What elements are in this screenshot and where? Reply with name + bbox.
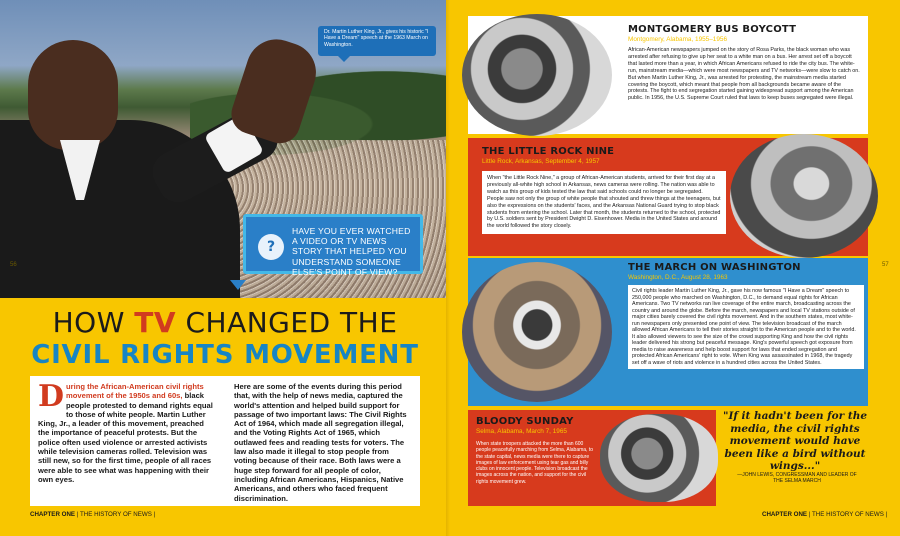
little-rock-photo [730,134,878,258]
little-rock-text-block [482,146,726,234]
event-title: THE LITTLE ROCK NINE [482,146,615,157]
intro-column-2: Here are some of the events during this period that, with the help of news media, captured the world's attention and helped build support for passage of two important laws: The Civil Rights Act of 1964, which made all segregation illegal, and the Voting Rights Act of 1965, which outlawed fees and reading tests for voters. The law also made it illegal to stop people from voting because of their race. Both laws were a huge step forward for all people of color, including African Americans, Hispanics, Native Americans, and others who faced frequent discrimination. [234,382,407,503]
event-subtitle: Little Rock, Arkansas, September 4, 1957 [482,158,600,165]
intro-column-1 [38,379,216,484]
headline-tv: TV [134,306,177,339]
event-little-rock [468,138,868,256]
footer-section: THE HISTORY OF NEWS [79,511,152,518]
pull-quote-attribution: —JOHN LEWIS, CONGRESSMAN AND LEADER OF THE SELMA MARCH [737,472,857,484]
footer-left: CHAPTER ONE | THE HISTORY OF NEWS | [30,511,156,518]
event-bloody-sunday [468,410,716,506]
right-page [450,0,900,536]
event-subtitle: Washington, D.C., August 28, 1963 [628,274,728,281]
pull-quote: "If it hadn't been for the media, the civil rights movement would have been like a bird without wings..." [722,410,868,472]
montgomery-photo [462,14,612,136]
bloody-sunday-photo [600,414,718,502]
page-number-left: 56 [10,262,17,268]
photo-caption: Dr. Martin Luther King, Jr., gives his historic "I Have a Dream" speech at the 1963 March on Washington. [318,26,436,56]
intro-lead: uring the African-American civil rights movement of the 1950s and 60s, [66,382,204,401]
event-march-on-washington [468,258,868,406]
question-callout [243,214,423,277]
footer-right: CHAPTER ONE | THE HISTORY OF NEWS | [762,511,888,518]
event-subtitle: Selma, Alabama, March 7, 1965 [476,428,567,435]
question-callout-pointer [230,280,246,290]
event-title: MONTGOMERY BUS BOYCOTT [628,24,797,35]
march-text-block [628,262,864,369]
headline-pre: HOW [52,306,135,339]
drop-cap: D [38,379,65,414]
bloody-sunday-text-block [476,416,596,485]
footer-chapter: CHAPTER ONE [30,511,76,518]
march-photo [462,262,612,402]
intro-text-box [30,376,420,506]
headline-line1 [0,306,450,339]
event-title: THE MARCH ON WASHINGTON [628,262,801,273]
footer-section: THE HISTORY OF NEWS [811,511,884,518]
headline-post: CHANGED THE [176,306,398,339]
intro-body: black people protested to demand rights equal to those of white people. Martin Luther King, Jr., a leader of this movement, preached the importance of peaceful protests. But the police often used violence or arrested activists while television cameras rolled. Television was still new, so for the first time, people of all races were able to see what was happening with their own eyes. [38,391,213,484]
page-number-right: 57 [882,262,889,268]
headline-line2: CIVIL RIGHTS MOVEMENT [31,340,419,370]
photo-figure-head [28,40,118,150]
event-text: Civil rights leader Martin Luther King, Jr., gave his now famous "I Have a Dream" speech to 250,000 people who marched on Washington, D.C., to demand equal rights for African Americans. Two TV networks ran live coverage of the entire march, broadcasting across the country and around the globe. Before the march, newspapers and local TV stations outside of major cities barely covered the civil rights movement. And in the southern states, most white-run newspapers only presented one point of view. The television broadcast of the march allowed African Americans to tell their stories straight to the American people and to the world. It also allowed viewers to see the size of the crowd supporting King and how the civil rights leader delivered his strong but peaceful message. King's powerful speech got exposure from media to raise awareness and help boost support for laws that ended segregation and protected African Americans' right to vote. When King was assassinated in 1968, the tragedy set off a wave of riots and violence in a hundred cities across the United States. [632,288,856,366]
event-text: African-American newspapers jumped on the story of Rosa Parks, the black woman who was arrested after refusing to give up her seat to a white man on a bus. Her arrest set off a boycott that lasted more than a year, in which African Americans refused to ride the city bus. The white-run, mainstream media—which were most newspapers and TV networks—were slow to catch on. But when Martin Luther King, Jr., was arrested for protesting, the mainstream media started covering the boycott, which meant that people from all backgrounds became aware of the protests. The fight to end segregation started gaining widespread support among the American public. In 1956, the U.S. Supreme Court ruled that laws to keep buses segregated were illegal. [628,47,860,102]
event-text-box [482,171,726,234]
event-text: When state troopers attacked the more than 600 people peacefully marching from Selma, Alabama, to the state capital, news media were there to capture images of law enforcement using tear gas and billy clubs on innocent people. Television broadcast the images across the nation, and support for the civil rights movement grew. [476,441,594,485]
question-text: HAVE YOU EVER WATCHED A VIDEO OR TV NEWS STORY THAT HELPED YOU UNDERSTAND SOMEONE ELSE'S POINT OF VIEW? [292,226,411,277]
event-montgomery [468,16,868,134]
event-title: BLOODY SUNDAY [476,416,574,427]
event-text: When "the Little Rock Nine," a group of African-American students, arrived for their first day at a previously all-white high school in Arkansas, news cameras were rolling. The nation was able to watch as this group of kids tested the law that said schools could no longer be segregated. People saw not only the group of white people that shouted and threw things at the teenagers, but also the expressions on the students' faces, and the Arkansas National Guard trying to stop black students from entering the school. Later that month, the students returned to the school, protected by U.S. soldiers sent by President Dwight D. Eisenhower. Media in the United States and around the world followed the story closely. [487,175,721,230]
event-subtitle: Montgomery, Alabama, 1955–1956 [628,36,728,43]
event-text-box [628,285,864,369]
question-mark-icon: ? [258,234,284,260]
footer-chapter: CHAPTER ONE [762,511,808,518]
montgomery-text-block [628,24,860,102]
